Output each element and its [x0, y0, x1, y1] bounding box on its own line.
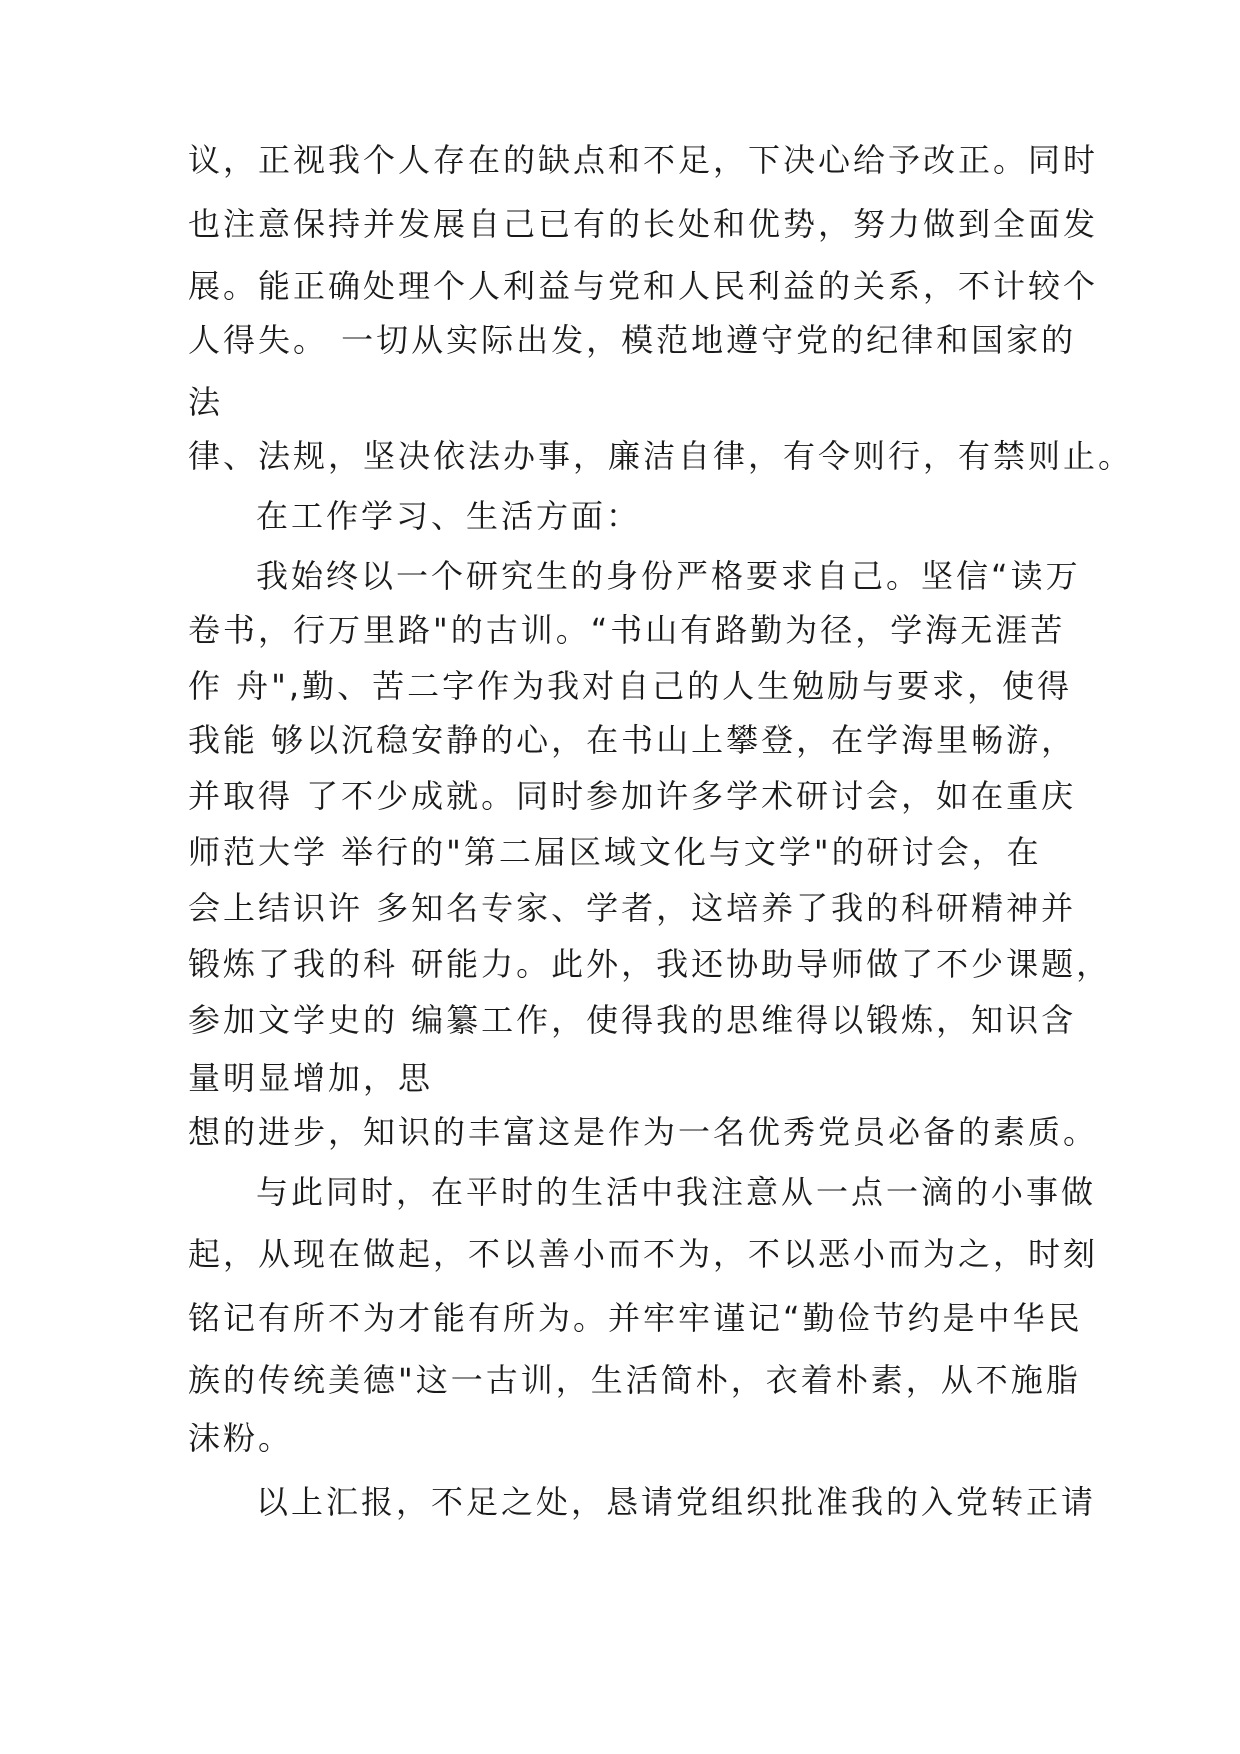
text-line: 议，正视我个人存在的缺点和不足，下决心给予改正。同时	[188, 141, 1099, 179]
text-line: 我始终以一个研究生的身份严格要求自己。坚信“读万	[256, 557, 1081, 595]
text-line: 我能 够以沉稳安静的心，在书山上攀登，在学海里畅游，	[188, 721, 1077, 759]
text-line: 法	[188, 383, 224, 421]
text-line: 会上结识许 多知名专家、学者，这培养了我的科研精神并	[188, 889, 1077, 927]
text-line: 想的进步，知识的丰富这是作为一名优秀党员必备的素质。	[188, 1113, 1099, 1151]
text-line: 起，从现在做起，不以善小而不为，不以恶小而为之，时刻	[188, 1235, 1099, 1273]
text-line: 量明显增加，思	[188, 1059, 434, 1097]
text-line: 律、法规，坚决依法办事，廉洁自律，有令则行，有禁则止。	[188, 437, 1134, 475]
text-line: 作 舟",勤、苦二字作为我对自己的人生勉励与要求，使得	[188, 667, 1073, 705]
text-line: 以上汇报，不足之处，恳请党组织批准我的入党转正请	[256, 1483, 1097, 1521]
text-line: 师范大学 举行的"第二届区域文化与文学"的研讨会，在	[188, 833, 1042, 871]
text-line: 锻炼了我的科 研能力。此外，我还协助导师做了不少课题，	[188, 945, 1112, 983]
text-line: 参加文学史的 编纂工作，使得我的思维得以锻炼，知识含	[188, 1001, 1077, 1039]
text-line: 人得失。 一切从实际出发，模范地遵守党的纪律和国家的	[188, 321, 1077, 359]
section-heading: 在工作学习、生活方面：	[256, 497, 642, 535]
text-line: 铭记有所不为才能有所为。并牢牢谨记“勤俭节约是中华民	[188, 1299, 1083, 1337]
text-line: 也注意保持并发展自己已有的长处和优势，努力做到全面发	[188, 205, 1099, 243]
text-line: 沫粉。	[188, 1419, 294, 1457]
text-line: 展。能正确处理个人利益与党和人民利益的关系，不计较个	[188, 267, 1099, 305]
text-line: 族的传统美德"这一古训，生活简朴，衣着朴素，从不施脂	[188, 1361, 1081, 1399]
text-line: 并取得 了不少成就。同时参加许多学术研讨会，如在重庆	[188, 777, 1077, 815]
text-line: 卷书，行万里路"的古训。“书山有路勤为径，学海无涯苦	[188, 611, 1066, 649]
text-line: 与此同时，在平时的生活中我注意从一点一滴的小事做	[256, 1173, 1097, 1211]
